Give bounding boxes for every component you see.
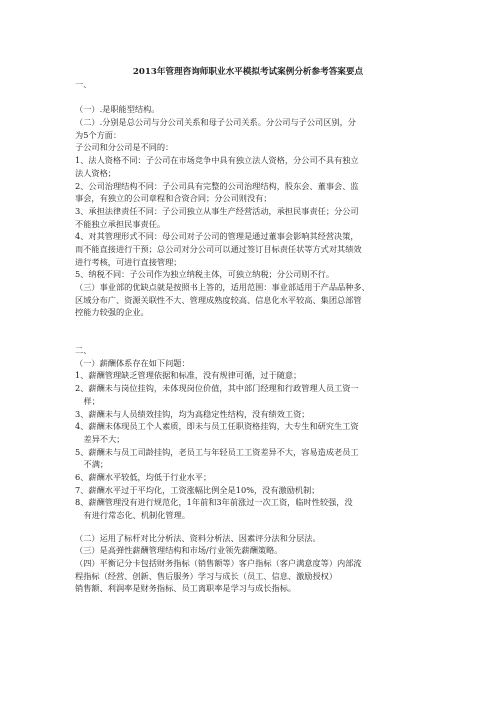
section1-line: 3、承担法律责任不同：子公司独立从事生产经营活动，承担民事责任；分公司 [75,205,359,216]
section1-line: （三）事业部的优缺点就是按照书上答的，适用范围：事业部适用于产品品种多、 [75,282,370,292]
section2-heading: 二、 [75,345,92,356]
section1-line: 子公司和分公司是不同的： [75,142,174,153]
section1-heading: 一、 [75,79,92,89]
answer-line: 程指标（经营、创新、售后服务）学习与成长（员工、信息、激励授权） [75,570,338,581]
problem-item-continuation: 差异不大； [83,433,125,444]
section1-line: 而不能直接进行干预；总公司对分公司可以通过签订目标责任状等方式对其绩效 [75,243,362,254]
section1-line: 1、法人资格不同：子公司在市场竞争中具有独立法人资格，分公司不具有独立 [75,155,359,166]
problem-item: 4、薪酬未体现员工个人素质，即未与员工任职资格挂钩，大专生和研究生工资 [75,421,359,432]
problem-item-continuation: 样； [83,395,100,406]
section1-line: 区域分布广、资源关联性不大、管理成熟度较高、信息化水平较高、集团总部管 [75,294,362,305]
problem-item: 6、薪酬水平较低，均低于行业水平； [75,471,212,482]
section1-line: 为5个方面： [75,129,122,140]
section1-line: 2、公司治理结构不同：子公司具有完整的公司治理结构，股东会、董事会、监 [75,180,359,191]
answer-line: （三）是高弹性薪酬管理结构和市场/行业领先薪酬策略。 [75,545,283,556]
answer-line: （四）平衡记分卡包括财务指标（销售额等）客户指标（客户满意度等）内部流 [75,558,362,569]
section2-sub-heading: （一）薪酬体系存在如下问题： [75,357,190,368]
problem-item: 3、薪酬未与人员绩效挂钩，均为高稳定性结构，没有绩效工资； [75,408,310,419]
section1-line: 不能独立承担民事责任。 [75,218,166,229]
section1-line [75,91,427,104]
problem-item: 5、薪酬未与员工司龄挂钩，老员工与年轻员工工资差异不大，容易造成老员工 [75,446,359,457]
section1-line: 5、纳税不同：子公司作为独立纳税主体，可独立纳税；分公司则不行。 [75,269,335,280]
problem-item: 8、薪酬管理没有进行规范化，1年前和3年前涨过一次工资，临时性较强，没 [75,497,353,508]
document-title: 2013年管理咨询师职业水平模拟考试案例分析参考答案要点 [132,67,364,77]
problem-item: 2、薪酬未与岗位挂钩，未体现岗位价值，其中部门经理和行政管理人员工资一 [75,383,359,394]
answer-line: 销售额、利润率是财务指标、员工离职率是学习与成长指标。 [75,583,297,594]
section1-line: （二）.分别是总公司与分公司关系和母子公司关系。分公司与子公司区别，分 [75,117,356,128]
answer-line: （二）运用了标杆对比分析法、资料分析法、因素评分法和分层法。 [75,532,321,543]
section1-line: 事会，有独立的公司章程和合资合同；分公司则没有； [75,193,272,204]
problem-item: 1、薪酬管理缺乏管理依据和标准，没有规律可循，过于随意； [75,370,302,381]
problem-item: 7、薪酬水平过于平均化，工资涨幅比例全是10%，没有激励机制； [75,484,320,495]
section1-line: 控能力较强的企业。 [75,307,149,318]
section1-line: 进行考核，可进行直接管理； [75,256,182,267]
section-spacer [75,522,427,532]
problem-item-continuation: 不满； [83,459,109,470]
section1-line: （一）.是职能型结构。 [75,104,160,115]
document-body [75,78,427,595]
problem-item-continuation: 有进行常态化、机制化管理。 [83,510,190,520]
section1-line: 法人资格； [75,167,116,178]
section-spacer [75,319,427,344]
section1-line: 4、对其管理形式不同：母公司对子公司的管理是通过董事会影响其经营决策， [75,231,359,242]
